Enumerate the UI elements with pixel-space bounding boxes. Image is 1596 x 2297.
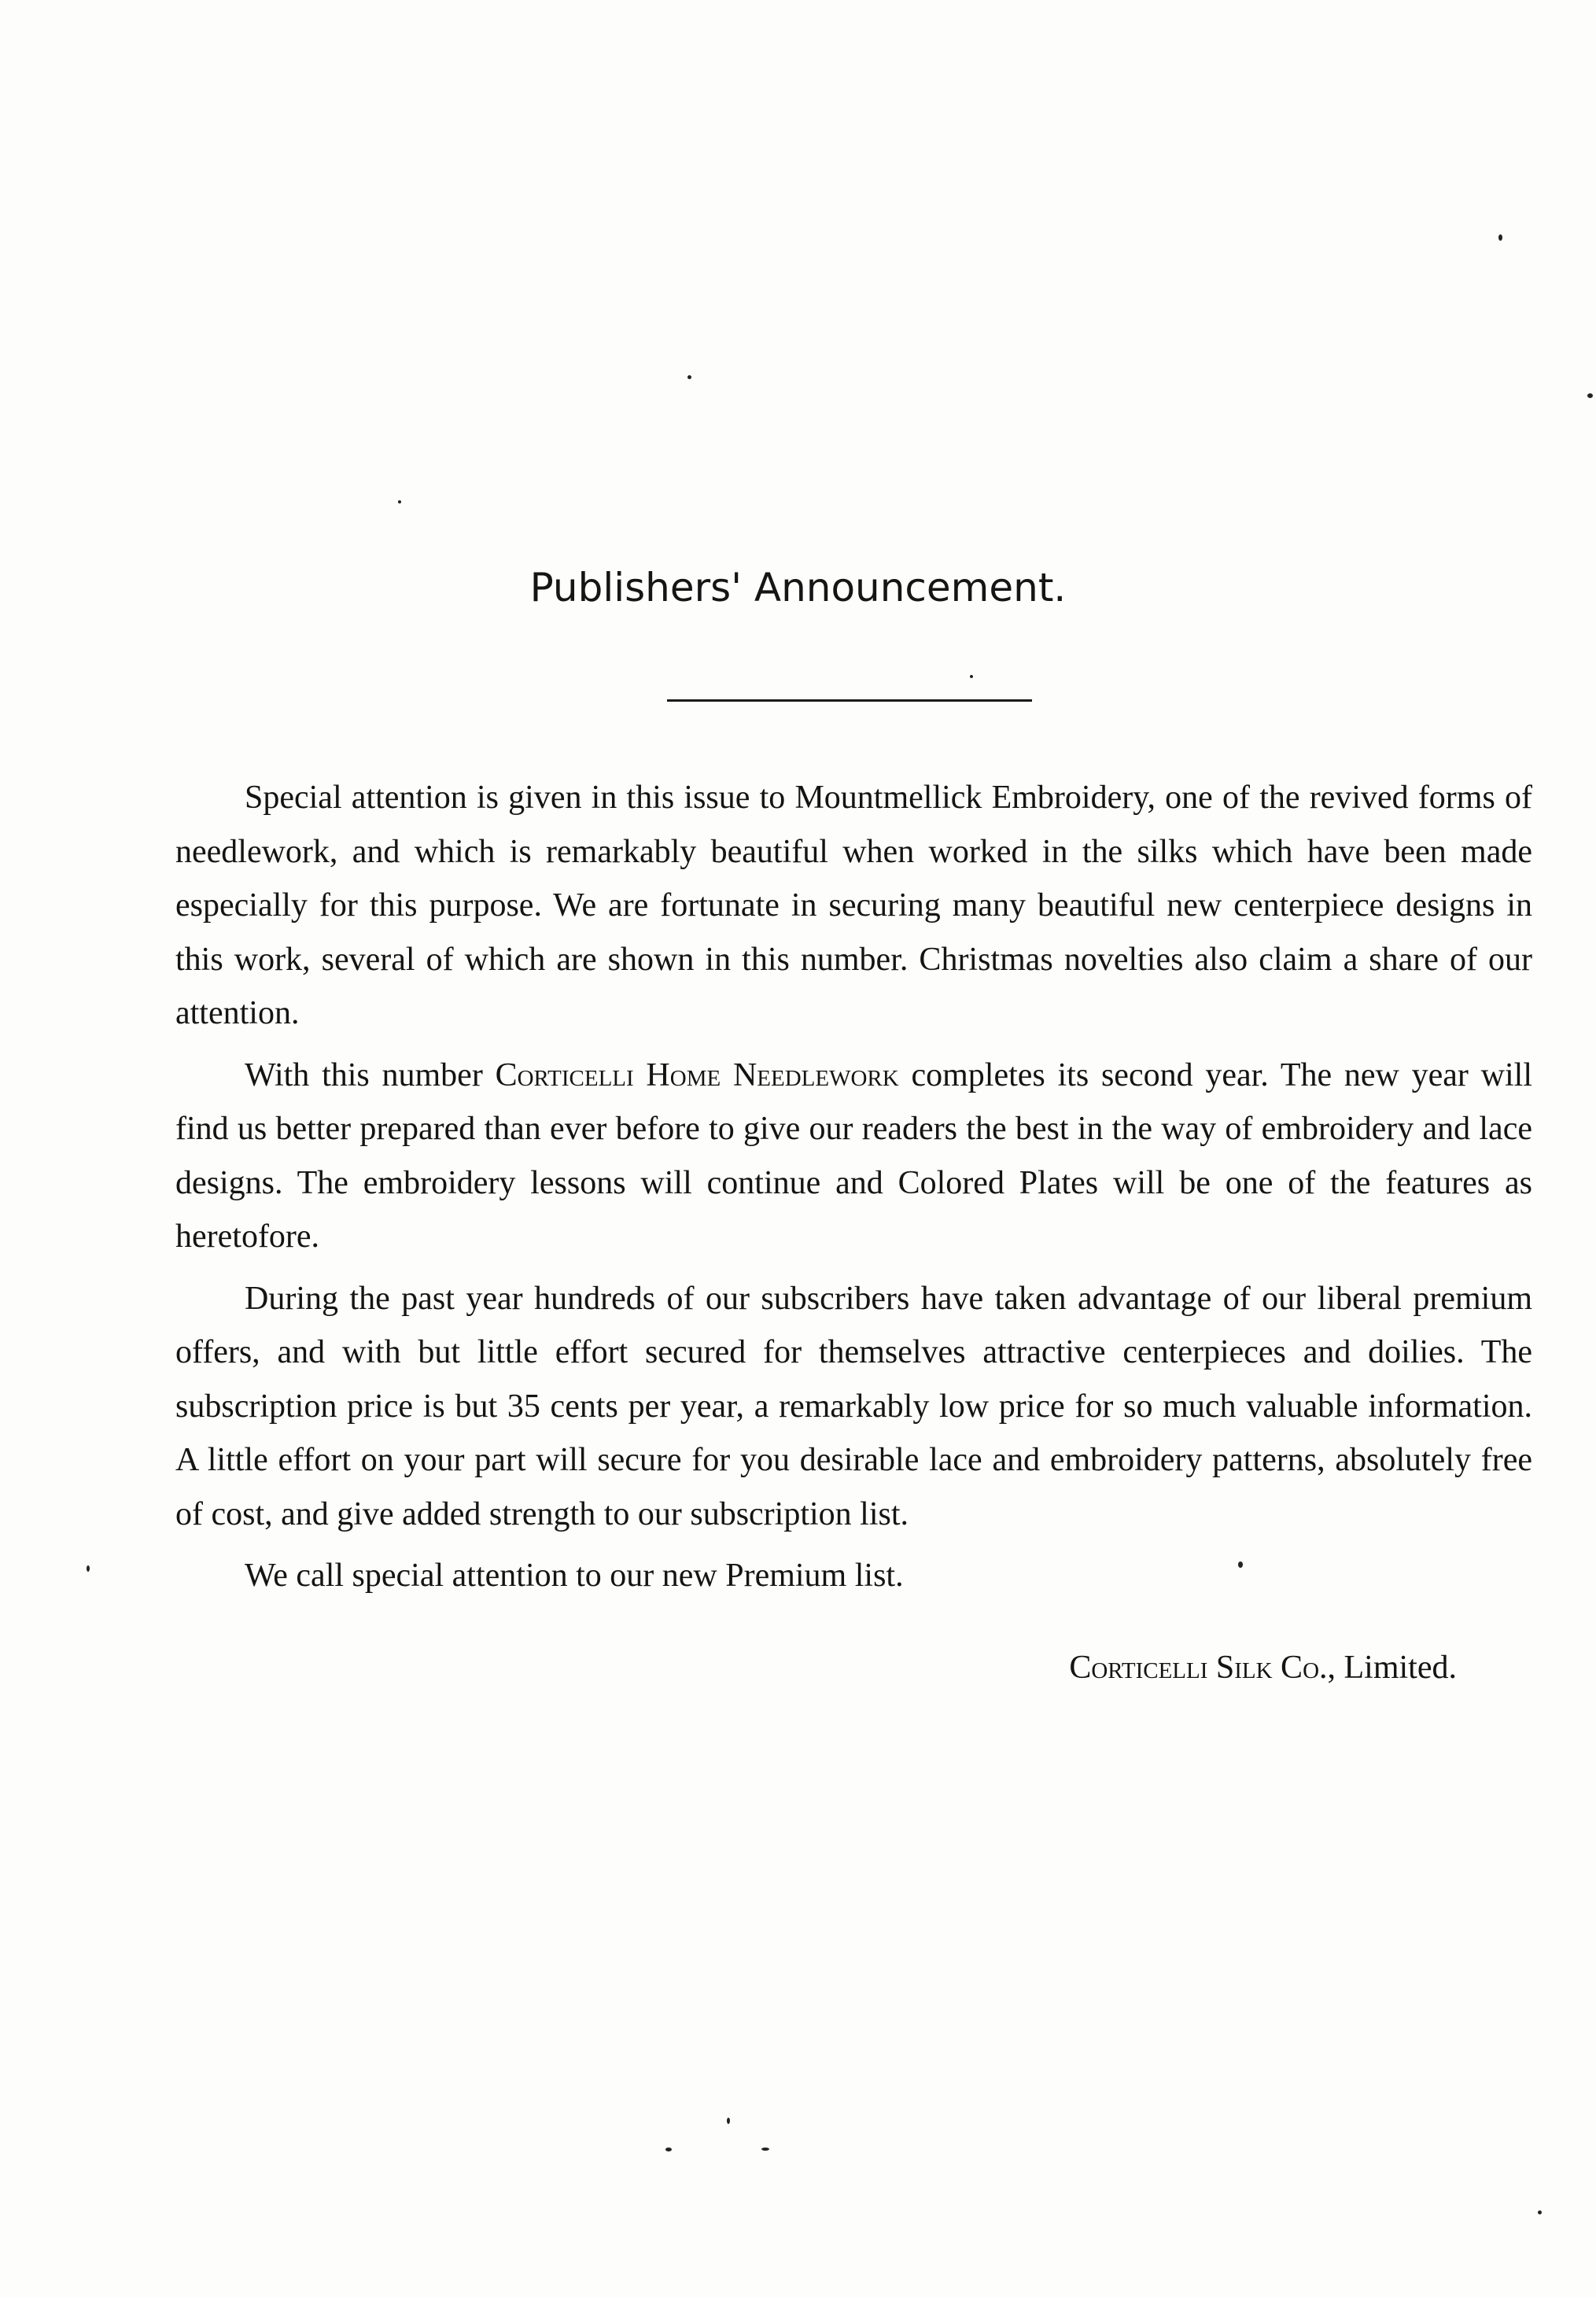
- paragraph-second-year: [175, 1049, 1532, 1264]
- paragraph-second-year-start: With this number: [245, 1056, 496, 1093]
- scan-speck: [398, 500, 401, 503]
- signature-company: Corticelli Silk Co.: [1069, 1650, 1328, 1686]
- announcement-body: [175, 771, 1532, 1611]
- paragraph-second-year-rest: completes its second year. The new year will find us better prepared than ever before to give our readers the best in the way of embroidery and lace designs. The embroidery lessons will continue and Colored Plates will be one of the features as heretofore.: [175, 1056, 1532, 1255]
- paragraph-premium-list: We call special attention to our new Premium list.: [245, 1558, 904, 1594]
- scan-speck: [87, 1565, 90, 1572]
- paragraph-premiums: During the past year hundreds of our subscribers have taken advantage of our liberal premium offers, and with but little effort secured for themselves attractive centerpieces and doilies. The subscription price is but 35 cents per year, a remarkably low price for so much valuable information. A little effort on your part will secure for you desirable lace and embroidery patterns, absolutely free of cost, and give added strength to our subscription list.: [175, 1280, 1532, 1532]
- scan-speck: [687, 375, 691, 379]
- scan-speck: [970, 675, 973, 678]
- scan-speck: [665, 2148, 672, 2151]
- publication-name: Corticelli Home Needlework: [495, 1056, 899, 1093]
- signature-suffix: , Limited.: [1327, 1650, 1457, 1686]
- scan-speck: [727, 2118, 730, 2124]
- scan-speck: [1498, 234, 1502, 241]
- scan-speck: [1238, 1561, 1243, 1568]
- signature: [865, 1649, 1457, 1687]
- title-rule: [667, 699, 1032, 702]
- scan-speck: [761, 2148, 769, 2151]
- page-title: Publishers' Announcement.: [529, 565, 1067, 610]
- scan-speck: [1538, 2210, 1542, 2214]
- paragraph-mountmellick: Special attention is given in this issue to Mountmellick Embroidery, one of the revived forms of needlework, and which is remarkably beautiful when worked in the silks which have been made especially for this purpose. We are fortunate in securing many beautiful new centerpiece designs in this work, several of which are shown in this number. Christmas novelties also claim a share of our attention.: [175, 780, 1532, 1031]
- scan-speck: [1587, 393, 1593, 398]
